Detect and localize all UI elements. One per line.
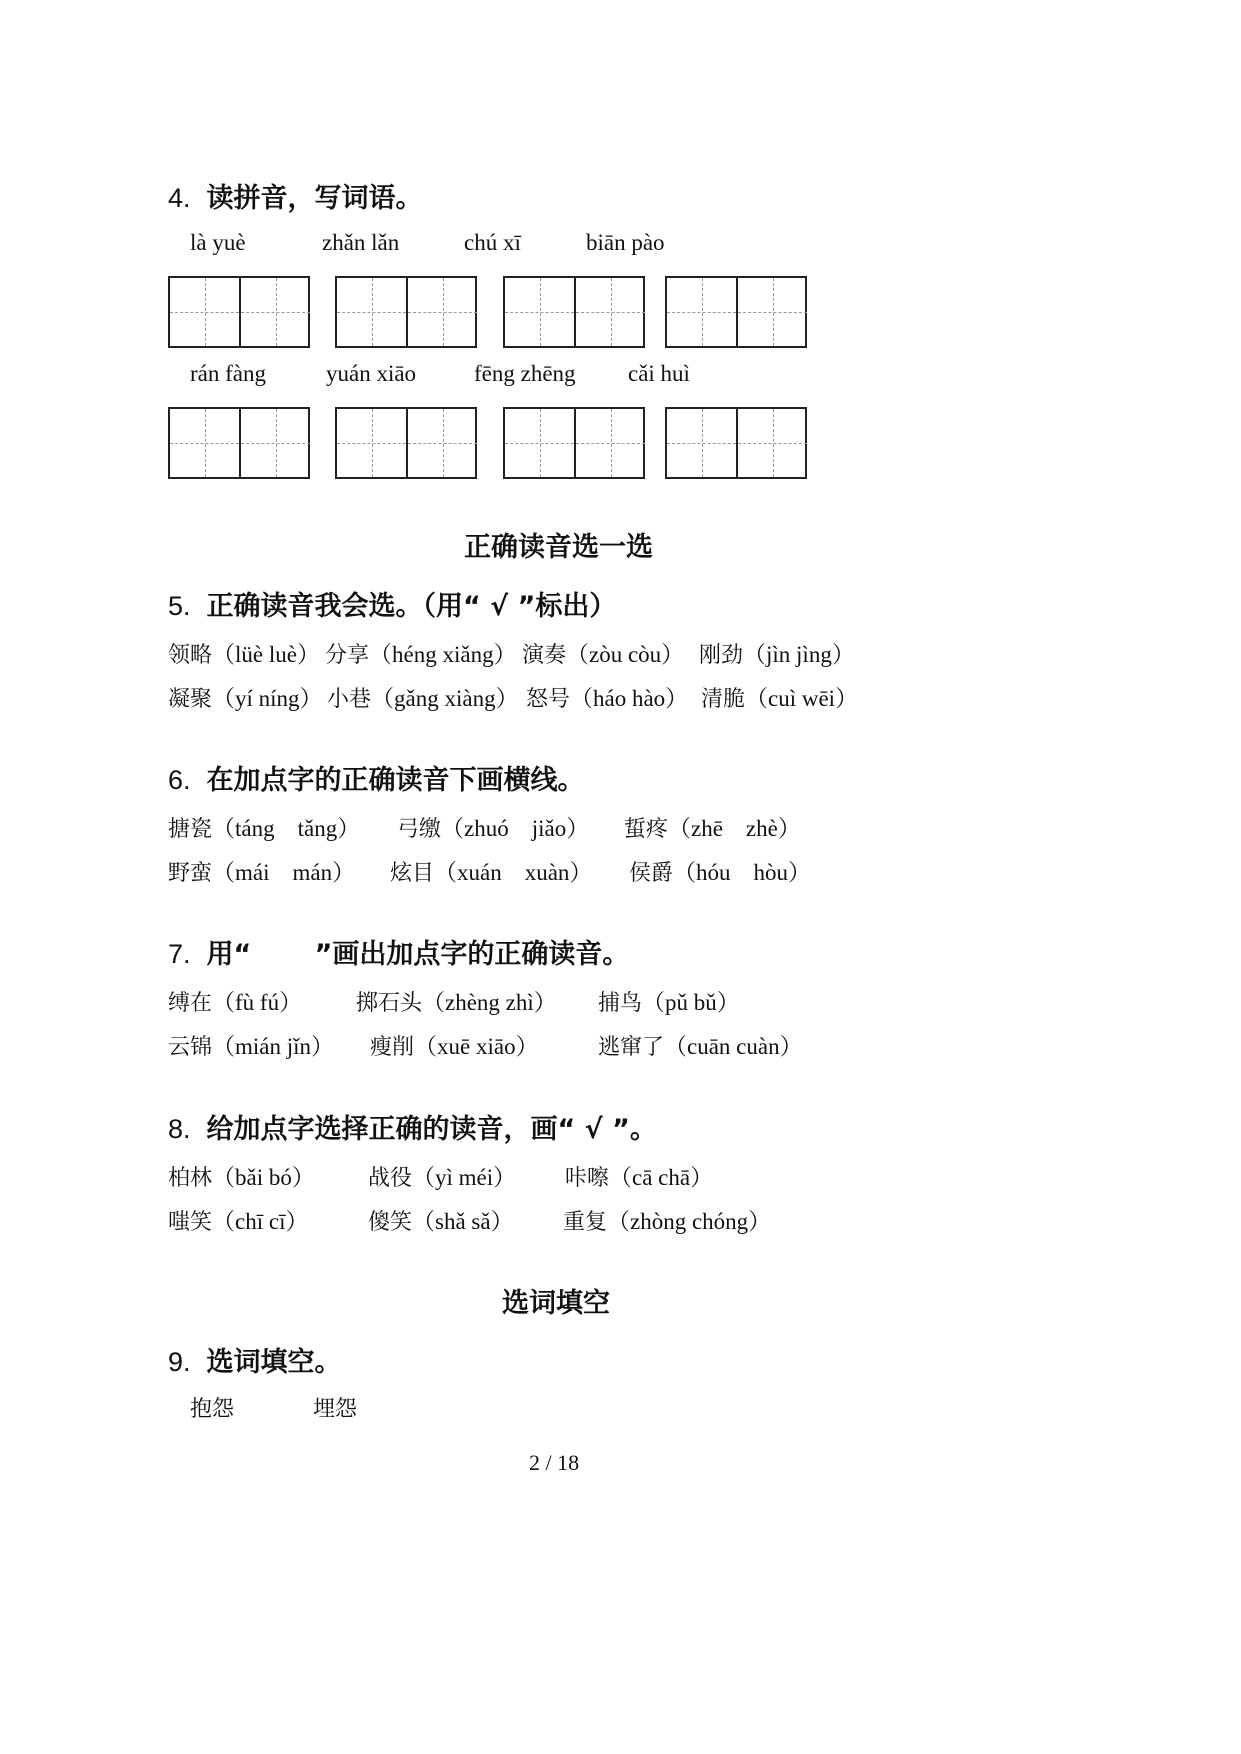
q9-option: 埋怨	[313, 1397, 358, 1422]
q8-item: 战役（yì méi）	[368, 1165, 517, 1191]
q5-item: 演奏（zòu còu）	[522, 642, 685, 668]
q6-item: 野蛮（mái mán）	[168, 860, 356, 886]
q8-item: 柏林（bǎi bó）	[168, 1165, 315, 1191]
q4-pinyin-2: zhǎn lǎn	[322, 230, 400, 255]
q7-item: 云锦（mián jǐn）	[168, 1034, 335, 1060]
q4-pinyin-1: là yuè	[190, 230, 246, 255]
q7-item: 捕鸟（pǔ bǔ）	[598, 990, 740, 1016]
q5-text: 正确读音我会选。（用“ √ ”标出）	[206, 591, 617, 622]
q5-item: 分享（héng xiǎng）	[325, 642, 517, 668]
q7-item: 掷石头（zhèng zhì）	[356, 990, 557, 1016]
q4-pinyin-6: yuán xiāo	[326, 361, 417, 386]
q6-item: 侯爵（hóu hòu）	[629, 860, 812, 886]
writing-grid[interactable]	[665, 407, 807, 479]
q6-number: 6.	[168, 765, 191, 795]
q9-text: 选词填空。	[206, 1347, 342, 1378]
section-heading: 选词填空	[502, 1288, 610, 1319]
q5-item: 小巷（gǎng xiàng）	[327, 686, 519, 712]
q5-item: 怒号（háo hào）	[526, 686, 689, 712]
q6-title	[168, 758, 585, 797]
q7-text: 用“ ”画出加点字的正确读音。	[206, 939, 630, 970]
q4-pinyin-7: fēng zhēng	[474, 361, 576, 386]
q5-item: 领略（lüè luè）	[168, 642, 320, 668]
section-heading: 正确读音选一选	[464, 532, 653, 563]
q5-item: 凝聚（yí níng）	[168, 686, 323, 712]
q6-item: 蜇疼（zhē zhè）	[624, 816, 801, 842]
q9-option: 抱怨	[190, 1397, 235, 1422]
q5-item: 清脆（cuì wēi）	[701, 686, 859, 712]
writing-grid[interactable]	[168, 407, 310, 479]
q8-item: 嗤笑（chī cī）	[168, 1209, 309, 1235]
q6-item: 搪瓷（táng tǎng）	[168, 816, 361, 842]
writing-grid[interactable]	[168, 276, 310, 348]
q7-title	[168, 932, 629, 971]
q5-number: 5.	[168, 591, 191, 621]
q6-text: 在加点字的正确读音下画横线。	[206, 765, 585, 796]
q7-item: 逃窜了（cuān cuàn）	[598, 1034, 803, 1060]
q4-text: 读拼音，写词语。	[206, 183, 423, 214]
q8-number: 8.	[168, 1114, 191, 1144]
q8-item: 重复（zhòng chóng）	[563, 1209, 772, 1235]
q4-pinyin-5: rán fàng	[190, 361, 266, 386]
q4-number: 4.	[168, 183, 191, 213]
q7-item: 瘦削（xuē xiāo）	[370, 1034, 539, 1060]
q4-pinyin-3: chú xī	[464, 230, 521, 255]
q4-pinyin-4: biān pào	[586, 230, 665, 255]
q9-number: 9.	[168, 1347, 191, 1377]
q8-text: 给加点字选择正确的读音，画“ √ ”。	[206, 1114, 657, 1145]
q7-item: 缚在（fù fú）	[168, 990, 303, 1016]
q8-item: 咔嚓（cā chā）	[565, 1165, 714, 1191]
q5-title	[168, 584, 616, 623]
q4-pinyin-8: cǎi huì	[628, 361, 690, 386]
q8-item: 傻笑（shǎ sǎ）	[368, 1209, 514, 1235]
q8-title	[168, 1107, 657, 1146]
q6-item: 炫目（xuán xuàn）	[390, 860, 593, 886]
q9-title	[168, 1340, 342, 1379]
q6-item: 弓缴（zhuó jiǎo）	[397, 816, 590, 842]
writing-grid[interactable]	[503, 407, 645, 479]
writing-grid[interactable]	[335, 407, 477, 479]
page-number: 2 / 18	[529, 1450, 580, 1475]
writing-grid[interactable]	[503, 276, 645, 348]
writing-grid[interactable]	[665, 276, 807, 348]
q4-title	[168, 176, 423, 215]
q7-number: 7.	[168, 939, 191, 969]
q5-item: 刚劲（jìn jìng）	[699, 642, 855, 668]
writing-grid[interactable]	[335, 276, 477, 348]
